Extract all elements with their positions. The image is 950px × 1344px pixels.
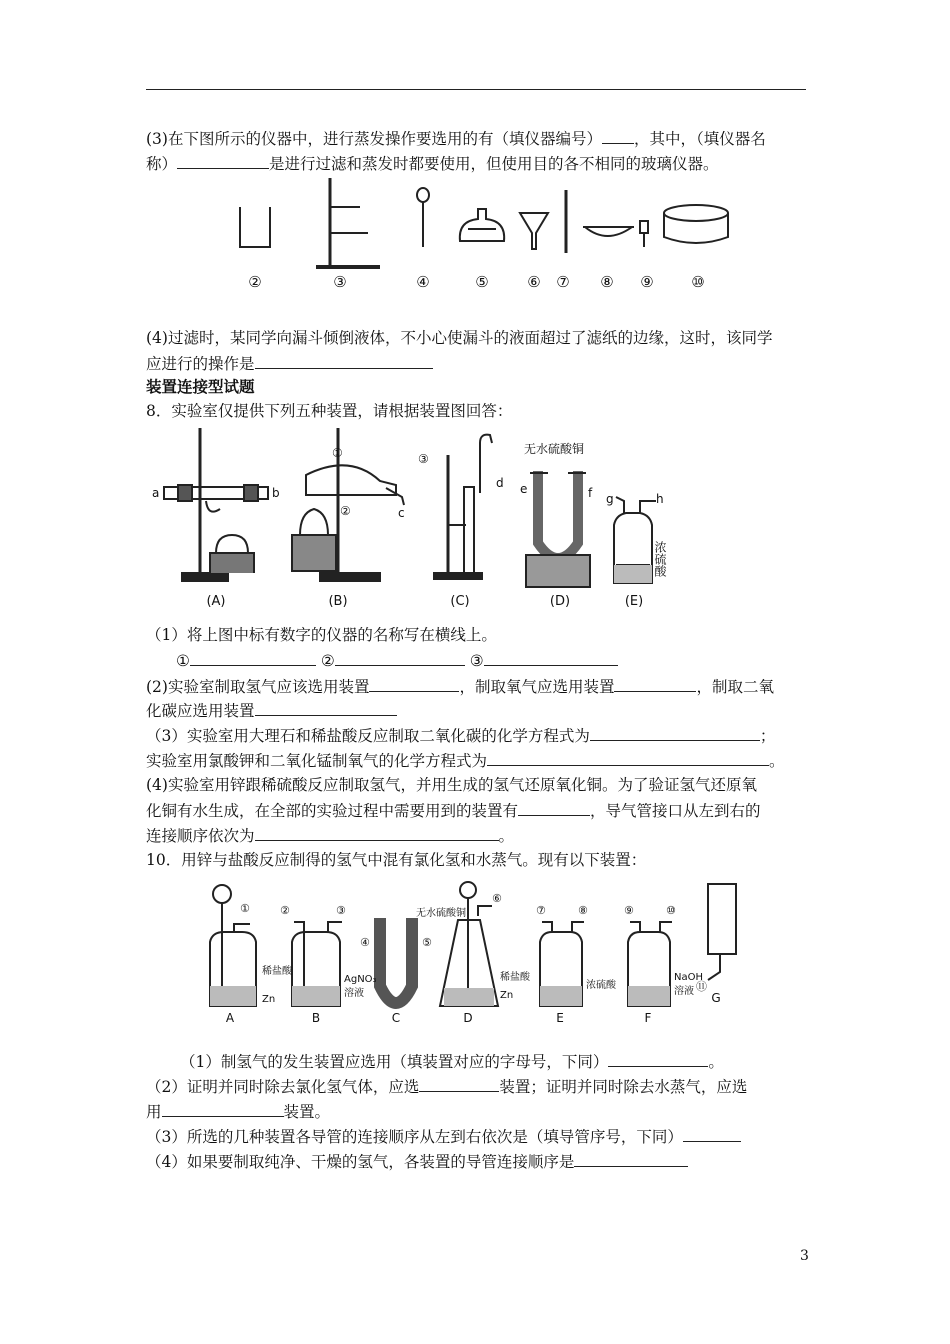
q8-p1: （1）将上图中标有数字的仪器的名称写在横线上。 [146, 626, 497, 644]
fig1-label: ⑥ [527, 273, 541, 291]
h2so4-label: 浓硫酸 [653, 541, 667, 577]
zn-label-d: Zn [500, 990, 514, 1001]
q10-p4-text: （4）如果要制取纯净、干燥的氢气，各装置的导管连接顺序是 [146, 1153, 575, 1171]
port-label: g [606, 492, 614, 506]
q8-p3-text: （3）实验室用大理石和稀盐酸反应制取二氧化碳的化学方程式为 [146, 727, 590, 745]
q10-p2-text: 装置。 [283, 1103, 331, 1121]
q8-p1-blanks [176, 650, 618, 671]
fig1-label: ⑤ [475, 273, 489, 291]
q10-p4 [146, 1151, 688, 1172]
q10-p1-text: （1）制氢气的发生装置应选用（填装置对应的字母号，下同） [180, 1053, 609, 1071]
apparatus-f-drawing [628, 922, 672, 1006]
q8-p3 [146, 725, 775, 746]
q8-p2-cont [146, 700, 397, 721]
q10-blank-4[interactable] [683, 1126, 741, 1142]
q10-p1 [180, 1051, 724, 1072]
naoh-label: NaOH [674, 972, 703, 983]
apparatus-b-drawing [292, 922, 342, 1006]
agno3-label: AgNO₃ [344, 974, 377, 985]
q4-line1: (4)过滤时，某同学向漏斗倾倒液体，不小心使漏斗的液面超过了滤纸的边缘，这时，该同学 [146, 329, 773, 347]
q4-text: 应进行的操作是 [146, 355, 255, 373]
iron-stand-drawing [316, 178, 380, 267]
q8-p4-text: 连接顺序依次为 [146, 827, 255, 845]
tube-num: ④ [360, 936, 370, 949]
q3-text-c: 称） [146, 155, 178, 173]
fig1-label: ④ [416, 273, 430, 291]
apparatus-e-drawing [540, 922, 584, 1006]
q3-blank-2[interactable] [177, 153, 269, 169]
tube-num: ⑩ [666, 904, 676, 917]
fig1-label: ⑦ [556, 273, 570, 291]
tube-num: ⑨ [624, 904, 634, 917]
fig1-label: ⑩ [691, 273, 705, 291]
apparatus-e-drawing [614, 497, 656, 583]
q8-apparatus-figure [150, 423, 670, 613]
q4-blank[interactable] [255, 353, 433, 369]
q8-blank-6[interactable] [255, 700, 397, 716]
instrument-figure [220, 175, 740, 300]
caption: (E) [624, 594, 644, 609]
port-label: h [656, 492, 664, 506]
q8-blank-10[interactable] [255, 825, 499, 841]
q8-blank-4[interactable] [369, 676, 459, 692]
q3-line2 [146, 153, 719, 174]
caption: (D) [549, 594, 571, 609]
evaporating-dish-drawing [585, 227, 632, 236]
port-label: c [398, 506, 405, 520]
funnel-drawing [520, 213, 548, 249]
q10-blank-3[interactable] [162, 1101, 284, 1117]
mark: ② [320, 652, 335, 670]
tube-num: ② [280, 904, 290, 917]
q10-stem: 10．用锌与盐酸反应制得的氢气中混有氯化氢和水蒸气。现有以下装置： [146, 851, 647, 869]
alcohol-lamp-drawing [460, 209, 504, 241]
tube-num: ① [240, 902, 250, 915]
q8-p2-text: (2)实验室制取氢气应该选用装置 [146, 678, 370, 696]
q8-p2 [146, 676, 774, 697]
num-label: ② [340, 504, 351, 518]
q8-blank-1[interactable] [190, 650, 316, 666]
tongs-drawing [640, 221, 648, 247]
q10-p3 [146, 1126, 741, 1147]
q8-p4: (4)实验室用锌跟稀硫酸反应制取氢气，并用生成的氢气还原氧化铜。为了验证氢气还原氧 [146, 776, 757, 794]
q10-p3-text: （3）所选的几种装置各导管的连接顺序从左到右依次是（填导管序号，下同） [146, 1128, 683, 1146]
fig1-label: ⑧ [600, 273, 614, 291]
q8-blank-5[interactable] [614, 676, 696, 692]
q8-p4-text: 化铜有水生成，在全部的实验过程中需要用到的装置有 [146, 802, 519, 820]
fig1-label: ⑨ [640, 273, 654, 291]
dropper-drawing [417, 188, 429, 247]
q8-blank-8[interactable] [487, 750, 769, 766]
q4-line2 [146, 353, 433, 374]
caption: E [556, 1011, 564, 1025]
q8-stem: 8．实验室仅提供下列五种装置，请根据装置图回答： [146, 402, 513, 420]
caption: A [225, 1011, 235, 1025]
q10-apparatus-figure [200, 876, 740, 1026]
mark: ③ [469, 652, 484, 670]
port-label: f [588, 486, 593, 500]
cuso4-label: 无水硫酸铜 [416, 908, 466, 919]
q10-p2-text: 装置；证明并同时除去水蒸气，应选 [499, 1078, 748, 1096]
caption: (B) [328, 594, 348, 609]
crystallizing-dish-drawing [664, 205, 728, 243]
port-label: a [152, 486, 160, 500]
num-label: ③ [418, 452, 429, 466]
q8-p3-cont [146, 750, 785, 771]
q10-p1-text: 。 [708, 1053, 724, 1071]
q3-text-a: (3)在下图所示的仪器中，进行蒸发操作要选用的有（填仪器编号） [146, 130, 602, 148]
q8-p2-text: ，制取二氧 [696, 678, 774, 696]
caption: (C) [450, 594, 470, 609]
q3-line1 [146, 128, 766, 149]
solution-label: 溶液 [344, 988, 364, 999]
dilute-hcl-label: 稀盐酸 [262, 966, 292, 977]
cuso4-label: 无水硫酸铜 [524, 442, 585, 456]
q8-p4-text: ，导气管接口从左到右的 [590, 802, 761, 820]
solution-label-f: 溶液 [674, 986, 694, 997]
apparatus-d-drawing [440, 882, 498, 1006]
section-title: 装置连接型试题 [146, 377, 255, 396]
q3-text-b: ，其中，（填仪器名 [633, 130, 766, 148]
q10-p2-text: 用 [146, 1103, 162, 1121]
q10-p2-text: （2）证明并同时除去氯化氢气体，应选 [146, 1078, 420, 1096]
beaker-drawing [240, 207, 270, 247]
caption: B [311, 1011, 321, 1025]
q8-blank-7[interactable] [590, 725, 760, 741]
q10-blank-5[interactable] [574, 1151, 688, 1167]
caption: G [711, 991, 721, 1005]
q8-blank-3[interactable] [484, 650, 618, 666]
q8-p3-text: 实验室用氯酸钾和二氧化锰制氧气的化学方程式为 [146, 752, 488, 770]
header-rule [146, 89, 806, 90]
apparatus-g-drawing [708, 884, 736, 980]
dilute-hcl-label-d: 稀盐酸 [500, 972, 530, 983]
q8-p2-text: ，制取氧气应选用装置 [459, 678, 615, 696]
q8-p2-text: 化碳应选用装置 [146, 702, 255, 720]
fig1-label: ② [248, 273, 262, 291]
conc-h2so4-label: 浓硫酸 [586, 980, 616, 991]
q8-p3-text: 。 [769, 752, 785, 770]
apparatus-c-drawing [434, 435, 492, 579]
q3-blank-1[interactable] [602, 128, 634, 144]
apparatus-d-drawing [526, 471, 590, 587]
apparatus-c-drawing [380, 918, 412, 1003]
apparatus-a-drawing [164, 428, 268, 581]
port-label: d [496, 476, 504, 490]
tube-num: ③ [336, 904, 346, 917]
q8-p4-text: 。 [498, 827, 515, 845]
tube-num: ⑤ [422, 936, 432, 949]
fig1-label: ③ [333, 273, 347, 291]
tube-num: ⑦ [536, 904, 546, 917]
tube-num: ⑧ [578, 904, 588, 917]
port-label: b [272, 486, 280, 500]
q8-p3-text: ； [759, 727, 776, 745]
q8-p4-cont2 [146, 825, 514, 846]
q8-blank-2[interactable] [335, 650, 465, 666]
caption: D [463, 1011, 473, 1025]
caption: C [391, 1011, 401, 1025]
q10-blank-2[interactable] [419, 1076, 499, 1092]
caption: F [644, 1011, 652, 1025]
caption: (A) [206, 594, 226, 609]
num-label: ① [332, 446, 343, 460]
q8-p4-cont [146, 800, 761, 821]
port-label: e [520, 482, 528, 496]
mark: ① [176, 652, 190, 670]
q10-p2-cont [146, 1101, 330, 1122]
q8-blank-9[interactable] [518, 800, 590, 816]
zn-label: Zn [262, 994, 276, 1005]
q10-blank-1[interactable] [608, 1051, 708, 1067]
tube-num: ⑥ [492, 892, 502, 905]
page-number: 3 [800, 1248, 809, 1264]
tube-num: ⑪ [696, 980, 707, 993]
q3-text-d: 是进行过滤和蒸发时都要使用，但使用目的各不相同的玻璃仪器。 [269, 155, 719, 173]
q10-p2 [146, 1076, 747, 1097]
